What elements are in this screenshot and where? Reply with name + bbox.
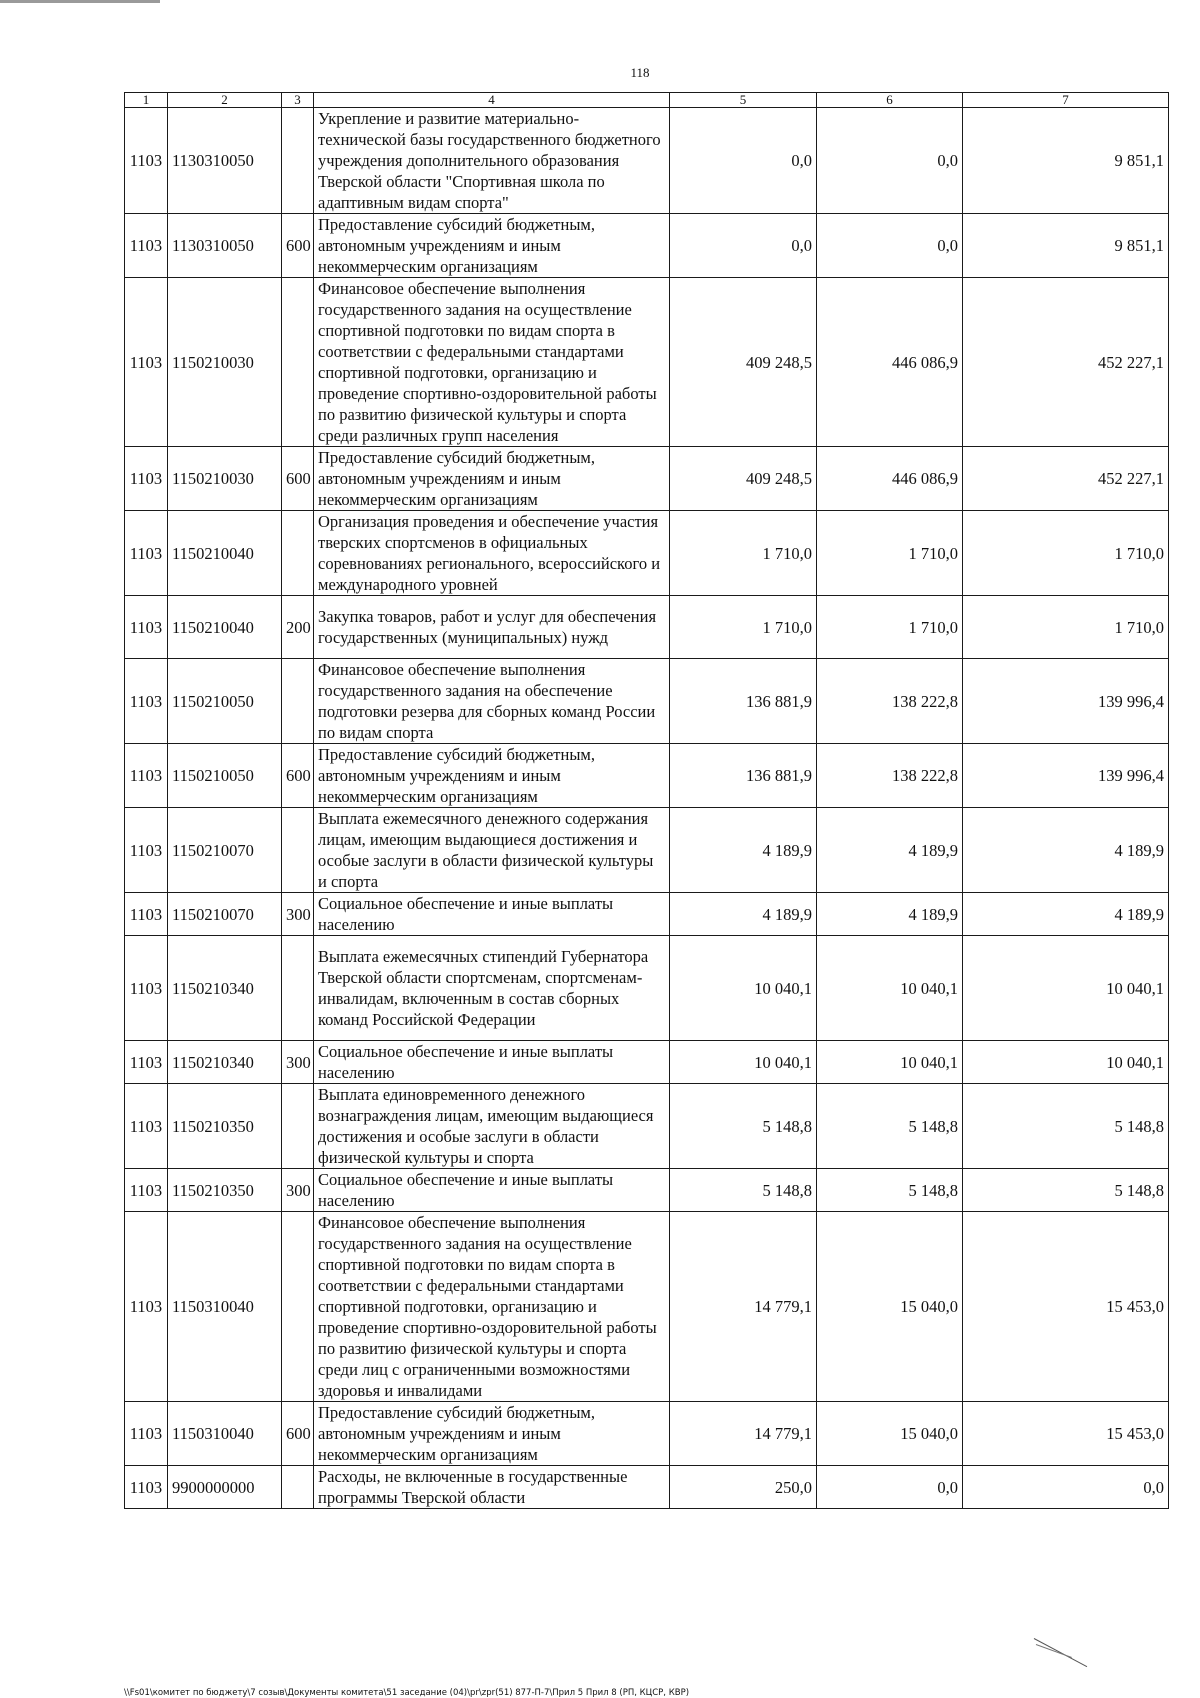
amount-year1-cell: 0,0 [670, 108, 817, 214]
item-name-cell: Предоставление субсидий бюджетным, автономным учреждениям и иным некоммерческим организациям [314, 447, 670, 511]
table-row [125, 447, 1169, 511]
table-row [125, 1402, 1169, 1466]
table-row [125, 1212, 1169, 1402]
amount-year1-cell: 5 148,8 [670, 1084, 817, 1169]
amount-year1-cell: 14 779,1 [670, 1402, 817, 1466]
table-row [125, 1084, 1169, 1169]
footer-file-path: \\Fs01\комитет по бюджету\7 созыв\Документы комитета\51 заседание (04)\pr\zpr(51) 877-П-7\Прил 5 Прил 8 (РП, КЦСР, КВР) [124, 1688, 690, 1698]
amount-year3-cell: 10 040,1 [963, 936, 1169, 1041]
target-article-cell: 1150210070 [168, 893, 282, 936]
target-article-cell: 1130310050 [168, 108, 282, 214]
expense-type-cell: 600 [282, 744, 314, 808]
item-name-cell: Предоставление субсидий бюджетным, автономным учреждениям и иным некоммерческим организациям [314, 214, 670, 278]
target-article-cell: 1150210350 [168, 1169, 282, 1212]
item-name-cell: Выплата ежемесячного денежного содержания лицам, имеющим выдающиеся достижения и особые заслуги в области физической культуры и спорта [314, 808, 670, 893]
target-article-cell: 1150310040 [168, 1402, 282, 1466]
column-header: 1 [125, 93, 168, 108]
item-name-cell: Предоставление субсидий бюджетным, автономным учреждениям и иным некоммерческим организациям [314, 1402, 670, 1466]
budget-table-body [125, 108, 1169, 1509]
amount-year1-cell: 0,0 [670, 214, 817, 278]
amount-year1-cell: 4 189,9 [670, 808, 817, 893]
expense-type-cell [282, 1212, 314, 1402]
amount-year1-cell: 409 248,5 [670, 447, 817, 511]
section-code-cell: 1103 [125, 1041, 168, 1084]
amount-year2-cell: 4 189,9 [817, 808, 963, 893]
budget-table [124, 92, 1169, 1509]
amount-year2-cell: 0,0 [817, 108, 963, 214]
column-header: 3 [282, 93, 314, 108]
table-row [125, 511, 1169, 596]
amount-year3-cell: 9 851,1 [963, 214, 1169, 278]
expense-type-cell [282, 278, 314, 447]
expense-type-cell [282, 1466, 314, 1509]
section-code-cell: 1103 [125, 596, 168, 659]
target-article-cell: 1150210340 [168, 1041, 282, 1084]
expense-type-cell: 300 [282, 1041, 314, 1084]
table-row [125, 808, 1169, 893]
amount-year3-cell: 1 710,0 [963, 511, 1169, 596]
item-name-cell: Финансовое обеспечение выполнения государственного задания на осуществление спортивной подготовки по видам спорта в соответствии с федеральными стандартами спортивной подготовки, организацию и проведение спортивно-оздоровительной работы по развитию физической культуры и спорта среди различных групп населения [314, 278, 670, 447]
column-number-row [125, 93, 1169, 108]
amount-year3-cell: 5 148,8 [963, 1084, 1169, 1169]
target-article-cell: 1150210350 [168, 1084, 282, 1169]
section-code-cell: 1103 [125, 808, 168, 893]
item-name-cell: Социальное обеспечение и иные выплаты населению [314, 1041, 670, 1084]
page-number: 118 [630, 65, 650, 80]
item-name-cell: Закупка товаров, работ и услуг для обеспечения государственных (муниципальных) нужд [314, 596, 670, 659]
amount-year2-cell: 10 040,1 [817, 1041, 963, 1084]
expense-type-cell [282, 936, 314, 1041]
amount-year1-cell: 5 148,8 [670, 1169, 817, 1212]
table-row [125, 659, 1169, 744]
amount-year2-cell: 5 148,8 [817, 1084, 963, 1169]
amount-year3-cell: 452 227,1 [963, 278, 1169, 447]
section-code-cell: 1103 [125, 447, 168, 511]
column-header: 5 [670, 93, 817, 108]
item-name-cell: Социальное обеспечение и иные выплаты населению [314, 893, 670, 936]
target-article-cell: 1150210040 [168, 596, 282, 659]
column-header: 6 [817, 93, 963, 108]
amount-year1-cell: 409 248,5 [670, 278, 817, 447]
section-code-cell: 1103 [125, 744, 168, 808]
expense-type-cell: 300 [282, 893, 314, 936]
item-name-cell: Выплата единовременного денежного вознаграждения лицам, имеющим выдающиеся достижения и особые заслуги в области физической культуры и спорта [314, 1084, 670, 1169]
section-code-cell: 1103 [125, 1169, 168, 1212]
amount-year3-cell: 15 453,0 [963, 1212, 1169, 1402]
amount-year2-cell: 15 040,0 [817, 1402, 963, 1466]
amount-year1-cell: 4 189,9 [670, 893, 817, 936]
expense-type-cell [282, 808, 314, 893]
amount-year3-cell: 4 189,9 [963, 893, 1169, 936]
amount-year3-cell: 452 227,1 [963, 447, 1169, 511]
amount-year2-cell: 4 189,9 [817, 893, 963, 936]
amount-year3-cell: 9 851,1 [963, 108, 1169, 214]
expense-type-cell: 200 [282, 596, 314, 659]
target-article-cell: 1150210050 [168, 659, 282, 744]
table-row [125, 214, 1169, 278]
target-article-cell: 1150210340 [168, 936, 282, 1041]
table-row [125, 893, 1169, 936]
item-name-cell: Укрепление и развитие материально-технической базы государственного бюджетного учреждения дополнительного образования Тверской области "Спортивная школа по адаптивным видам спорта" [314, 108, 670, 214]
section-code-cell: 1103 [125, 214, 168, 278]
table-row [125, 1169, 1169, 1212]
column-header: 7 [963, 93, 1169, 108]
amount-year2-cell: 138 222,8 [817, 744, 963, 808]
table-row [125, 744, 1169, 808]
amount-year1-cell: 10 040,1 [670, 1041, 817, 1084]
section-code-cell: 1103 [125, 108, 168, 214]
amount-year3-cell: 5 148,8 [963, 1169, 1169, 1212]
target-article-cell: 1150210030 [168, 447, 282, 511]
table-row [125, 1466, 1169, 1509]
target-article-cell: 1150310040 [168, 1212, 282, 1402]
item-name-cell: Финансовое обеспечение выполнения государственного задания на обеспечение подготовки резерва для сборных команд России по видам спорта [314, 659, 670, 744]
expense-type-cell: 600 [282, 1402, 314, 1466]
amount-year3-cell: 10 040,1 [963, 1041, 1169, 1084]
section-code-cell: 1103 [125, 659, 168, 744]
amount-year3-cell: 1 710,0 [963, 596, 1169, 659]
amount-year2-cell: 1 710,0 [817, 596, 963, 659]
section-code-cell: 1103 [125, 511, 168, 596]
amount-year2-cell: 138 222,8 [817, 659, 963, 744]
amount-year2-cell: 15 040,0 [817, 1212, 963, 1402]
column-header: 4 [314, 93, 670, 108]
target-article-cell: 1150210030 [168, 278, 282, 447]
column-header: 2 [168, 93, 282, 108]
table-row [125, 1041, 1169, 1084]
expense-type-cell [282, 108, 314, 214]
section-code-cell: 1103 [125, 1466, 168, 1509]
section-code-cell: 1103 [125, 893, 168, 936]
section-code-cell: 1103 [125, 1084, 168, 1169]
expense-type-cell: 600 [282, 214, 314, 278]
amount-year2-cell: 0,0 [817, 1466, 963, 1509]
item-name-cell: Расходы, не включенные в государственные программы Тверской области [314, 1466, 670, 1509]
amount-year2-cell: 446 086,9 [817, 278, 963, 447]
expense-type-cell: 600 [282, 447, 314, 511]
table-row [125, 596, 1169, 659]
amount-year2-cell: 0,0 [817, 214, 963, 278]
amount-year3-cell: 15 453,0 [963, 1402, 1169, 1466]
section-code-cell: 1103 [125, 278, 168, 447]
section-code-cell: 1103 [125, 1212, 168, 1402]
amount-year2-cell: 446 086,9 [817, 447, 963, 511]
item-name-cell: Финансовое обеспечение выполнения государственного задания на осуществление спортивной подготовки по видам спорта в соответствии с федеральными стандартами спортивной подготовки, организацию и проведение спортивно-оздоровительной работы по развитию физической культуры и спорта среди лиц с ограниченными возможностями здоровья и инвалидами [314, 1212, 670, 1402]
amount-year2-cell: 10 040,1 [817, 936, 963, 1041]
amount-year1-cell: 136 881,9 [670, 659, 817, 744]
item-name-cell: Выплата ежемесячных стипендий Губернатора Тверской области спортсменам, спортсменам-инвалидам, включенным в состав сборных команд Российской Федерации [314, 936, 670, 1041]
amount-year1-cell: 250,0 [670, 1466, 817, 1509]
target-article-cell: 1150210050 [168, 744, 282, 808]
table-row [125, 278, 1169, 447]
table-row [125, 936, 1169, 1041]
amount-year1-cell: 10 040,1 [670, 936, 817, 1041]
section-code-cell: 1103 [125, 1402, 168, 1466]
expense-type-cell: 300 [282, 1169, 314, 1212]
target-article-cell: 9900000000 [168, 1466, 282, 1509]
expense-type-cell [282, 511, 314, 596]
item-name-cell: Социальное обеспечение и иные выплаты населению [314, 1169, 670, 1212]
amount-year1-cell: 136 881,9 [670, 744, 817, 808]
amount-year3-cell: 4 189,9 [963, 808, 1169, 893]
amount-year1-cell: 1 710,0 [670, 511, 817, 596]
amount-year2-cell: 5 148,8 [817, 1169, 963, 1212]
amount-year3-cell: 139 996,4 [963, 744, 1169, 808]
expense-type-cell [282, 659, 314, 744]
amount-year2-cell: 1 710,0 [817, 511, 963, 596]
pen-mark [1036, 1644, 1072, 1658]
item-name-cell: Предоставление субсидий бюджетным, автономным учреждениям и иным некоммерческим организациям [314, 744, 670, 808]
item-name-cell: Организация проведения и обеспечение участия тверских спортсменов в официальных соревнованиях регионального, всероссийского и международного уровней [314, 511, 670, 596]
target-article-cell: 1130310050 [168, 214, 282, 278]
amount-year3-cell: 0,0 [963, 1466, 1169, 1509]
amount-year1-cell: 14 779,1 [670, 1212, 817, 1402]
table-row [125, 108, 1169, 214]
section-code-cell: 1103 [125, 936, 168, 1041]
target-article-cell: 1150210040 [168, 511, 282, 596]
target-article-cell: 1150210070 [168, 808, 282, 893]
amount-year1-cell: 1 710,0 [670, 596, 817, 659]
expense-type-cell [282, 1084, 314, 1169]
amount-year3-cell: 139 996,4 [963, 659, 1169, 744]
scan-edge-mark [0, 0, 160, 3]
